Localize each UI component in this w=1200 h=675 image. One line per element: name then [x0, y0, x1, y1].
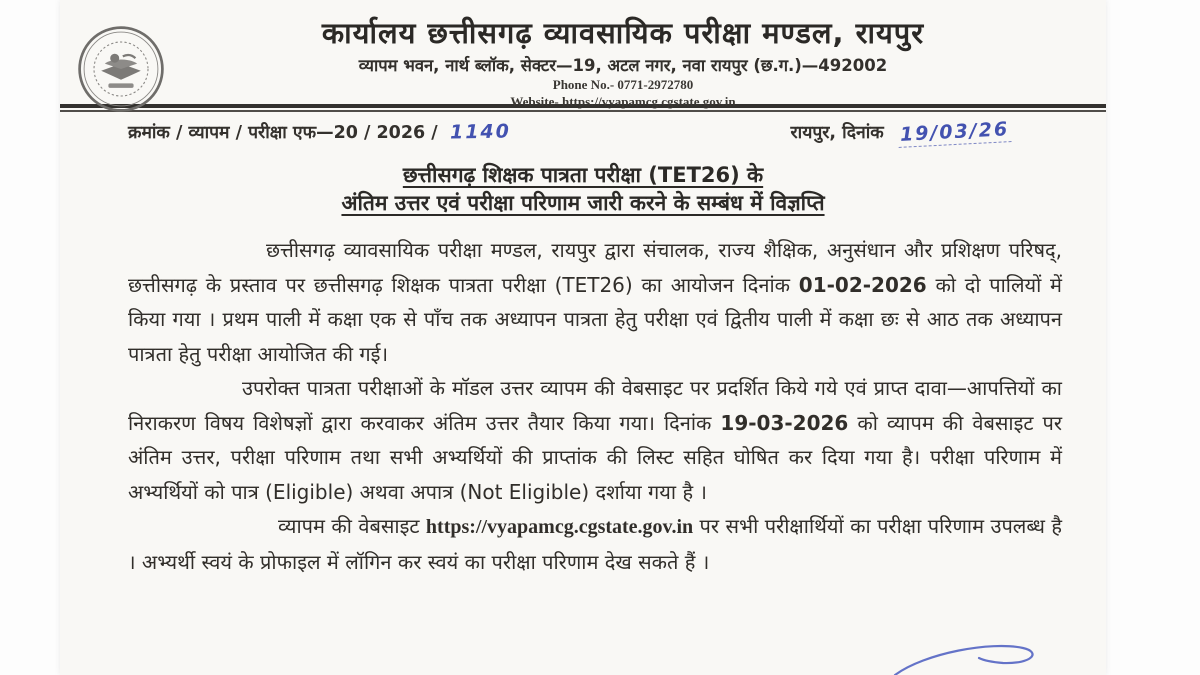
pen-stroke-mark	[891, 639, 1051, 675]
body-paragraph-2: उपरोक्त पात्रता परीक्षाओं के मॉडल उत्तर व्यापम की वेबसाइट पर प्रदर्शित किये गये एवं प्राप्त दावा—आपत्तियों का निराकरण विषय विशेषज्ञों द्वारा करवाकर अंतिम उत्तर तैयार किया गया। दिनांक 19-03-2026 को व्यापम की वेबसाइट पर अंतिम उत्तर, परीक्षा परिणाम तथा सभी अभ्यर्थियों की प्राप्तांक की लिस्ट सहित घोषित कर दिया गया है। परीक्षा परिणाम में अभ्यर्थियों को पात्र (Eligible) अथवा अपात्र (Not Eligible) दर्शाया गया है ।	[128, 376, 1062, 504]
date-handwritten: 19/03/26	[897, 118, 1011, 148]
reference-handwritten-number: 1140	[449, 120, 511, 144]
reference-printed: क्रमांक / व्यापम / परीक्षा एफ—20 / 2026 /	[128, 123, 438, 143]
subject-line-2: अंतिम उत्तर एवं परीक्षा परिणाम जारी करने के सम्बंध में विज्ञप्ति	[341, 191, 825, 215]
reference-row	[128, 120, 1011, 145]
place-date-label: रायपुर, दिनांक	[790, 123, 884, 143]
subject-heading	[60, 161, 1106, 217]
subject-line-1: छत्तीसगढ़ शिक्षक पात्रता परीक्षा (TET26) के	[402, 163, 764, 187]
letterhead-text	[180, 16, 1066, 110]
body-paragraph-1: छत्तीसगढ़ व्यावसायिक परीक्षा मण्डल, रायपुर द्वारा संचालक, राज्य शैक्षिक, अनुसंधान और प्रशिक्षण परिषद्, छत्तीसगढ़ के प्रस्ताव पर छत्तीसगढ़ शिक्षक पात्रता परीक्षा (TET26) का आयोजन दिनांक 01-02-2026 को दो पालियों में किया गया । प्रथम पाली में कक्षा एक से पाँच तक अध्यापन पात्रता हेतु परीक्षा एवं द्वितीय पाली में कक्षा छः से आठ तक अध्यापन पात्रता हेतु परीक्षा आयोजित की गई।	[128, 238, 1062, 366]
place-date-line	[791, 120, 1012, 145]
letterhead	[60, 0, 1106, 109]
org-address: व्यापम भवन, नार्थ ब्लॉक, सेक्टर—19, अटल नगर, नवा रायपुर (छ.ग.)—492002	[358, 56, 888, 75]
letter-paper	[60, 0, 1106, 675]
org-name: कार्यालय छत्तीसगढ़ व्यावसायिक परीक्षा मण्डल, रायपुर	[321, 16, 925, 50]
vyapam-seal-icon	[76, 24, 166, 114]
letter-body	[128, 233, 1062, 579]
reference-number-line	[128, 120, 511, 144]
body-paragraph-3: व्यापम की वेबसाइट https://vyapamcg.cgstate.gov.in पर सभी परीक्षार्थियों का परीक्षा परिणाम उपलब्ध है । अभ्यर्थी स्वयं के प्रोफाइल में लॉगिन कर स्वयं का परीक्षा परिणाम देख सकते हैं ।	[128, 514, 1062, 574]
org-website: Website- https://vyapamcg.cgstate.gov.in	[510, 94, 736, 109]
org-phone: Phone No.- 0771-2972780	[552, 77, 694, 92]
